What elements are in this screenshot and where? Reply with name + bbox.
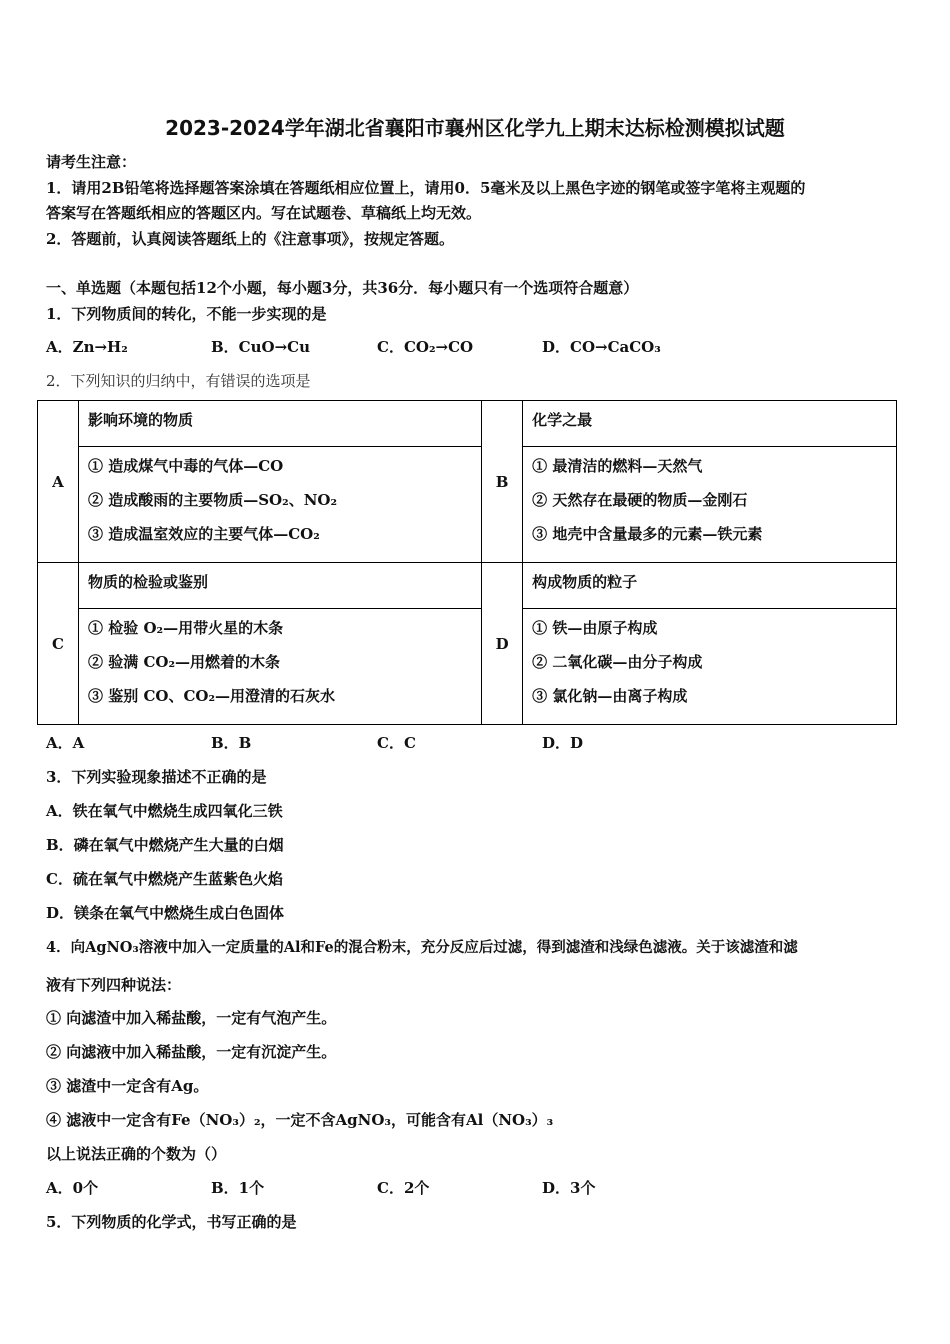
q3-option-d: D．镁条在氧气中燃烧生成白色固体 [46, 904, 285, 922]
question-stem-2: 2．下列知识的归纳中，有错误的选项是 [46, 372, 311, 390]
q1-option-a: A．Zn→H₂ [46, 338, 128, 356]
question-stem-4-cont: 液有下列四种说法： [46, 976, 182, 994]
cell-line: ③ 造成温室效应的主要气体—CO₂ [88, 525, 320, 543]
q2-option-b: B．B [211, 734, 252, 752]
cell-line: ① 检验 O₂—用带火星的木条 [88, 619, 284, 637]
q1-option-c: C．CO₂→CO [377, 338, 474, 356]
q4-question: 以上说法正确的个数为（） [46, 1145, 227, 1163]
question-stem-4: 4．向AgNO₃溶液中加入一定质量的Al和Fe的混合粉末，充分反应后过滤，得到滤渣和浅绿色滤液。关于该滤渣和滤 [46, 939, 798, 956]
cell-label-c: C [38, 563, 79, 725]
q2-option-a: A．A [46, 734, 85, 752]
cell-line: ① 造成煤气中毒的气体—CO [88, 457, 284, 475]
cell-line: ② 二氧化碳—由分子构成 [532, 653, 703, 671]
q4-statement: ④ 滤液中一定含有Fe（NO₃）₂，一定不含AgNO₃，可能含有Al（NO₃）₃ [46, 1111, 554, 1129]
q1-option-d: D．CO→CaCO₃ [542, 338, 661, 356]
q1-option-b: B．CuO→Cu [211, 338, 311, 356]
q4-statement: ③ 滤渣中一定含有Ag。 [46, 1077, 209, 1095]
cell-header-a: 影响环境的物质 [79, 401, 482, 447]
q4-statement: ② 向滤液中加入稀盐酸，一定有沉淀产生。 [46, 1043, 337, 1061]
cell-line: ① 铁—由原子构成 [532, 619, 658, 637]
q4-option-c: C．2个 [377, 1179, 430, 1197]
q2-option-d: D．D [542, 734, 584, 752]
q4-option-b: B．1个 [211, 1179, 265, 1197]
q4-option-a: A．0个 [46, 1179, 99, 1197]
cell-body-a [79, 447, 482, 563]
q4-statement: ① 向滤渣中加入稀盐酸，一定有气泡产生。 [46, 1009, 337, 1027]
knowledge-table [37, 400, 897, 725]
notice-item: 答案写在答题纸相应的答题区内。写在试题卷、草稿纸上均无效。 [46, 204, 482, 222]
page-title: 2023-2024学年湖北省襄阳市襄州区化学九上期末达标检测模拟试题 [165, 116, 785, 140]
cell-line: ② 验满 CO₂—用燃着的木条 [88, 653, 281, 671]
cell-label-b: B [482, 401, 523, 563]
cell-body-d [523, 609, 897, 725]
cell-line: ① 最清洁的燃料—天然气 [532, 457, 703, 475]
q3-option-c: C．硫在氧气中燃烧产生蓝紫色火焰 [46, 870, 283, 888]
question-stem-5: 5．下列物质的化学式，书写正确的是 [46, 1213, 297, 1231]
notice-item: 1．请用2B铅笔将选择题答案涂填在答题纸相应位置上，请用0．5毫米及以上黑色字迹的钢笔或签字笔将主观题的 [46, 179, 806, 197]
question-stem-1: 1．下列物质间的转化，不能一步实现的是 [46, 305, 327, 323]
cell-line: ③ 地壳中含量最多的元素—铁元素 [532, 525, 763, 543]
question-stem-3: 3．下列实验现象描述不正确的是 [46, 768, 267, 786]
cell-header-b: 化学之最 [523, 401, 897, 447]
section-heading: 一、单选题（本题包括12个小题，每小题3分，共36分．每小题只有一个选项符合题意） [46, 279, 639, 297]
cell-label-a: A [38, 401, 79, 563]
q3-option-b: B．磷在氧气中燃烧产生大量的白烟 [46, 836, 284, 854]
cell-line: ③ 鉴别 CO、CO₂—用澄清的石灰水 [88, 687, 336, 705]
cell-header-c: 物质的检验或鉴别 [79, 563, 482, 609]
cell-line: ② 造成酸雨的主要物质—SO₂、NO₂ [88, 491, 338, 509]
q2-option-c: C．C [377, 734, 416, 752]
q3-option-a: A．铁在氧气中燃烧生成四氧化三铁 [46, 802, 283, 820]
notice-heading: 请考生注意： [46, 153, 137, 171]
cell-line: ③ 氯化钠—由离子构成 [532, 687, 688, 705]
cell-header-d: 构成物质的粒子 [523, 563, 897, 609]
q4-option-d: D．3个 [542, 1179, 596, 1197]
cell-body-c [79, 609, 482, 725]
notice-item: 2．答题前，认真阅读答题纸上的《注意事项》，按规定答题。 [46, 230, 454, 248]
cell-body-b [523, 447, 897, 563]
cell-line: ② 天然存在最硬的物质—金刚石 [532, 491, 748, 509]
cell-label-d: D [482, 563, 523, 725]
